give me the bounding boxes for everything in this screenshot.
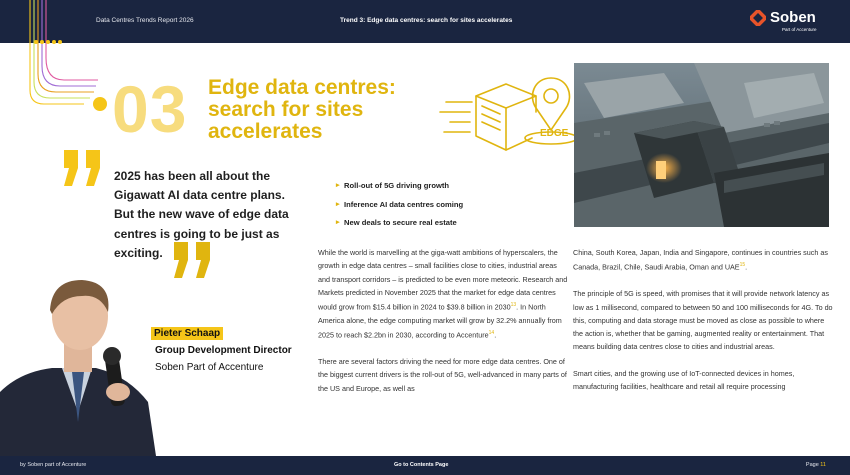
paragraph	[318, 246, 568, 342]
footnote-ref-14[interactable]: 14	[488, 330, 495, 337]
trend-number: 03	[112, 72, 188, 146]
arrow-bullet-icon: ▸	[336, 182, 340, 189]
page-indicator	[806, 462, 826, 468]
footer-credit: by Soben part of Accenture	[20, 462, 87, 468]
footnote-ref-13[interactable]: 13	[510, 302, 517, 309]
header-bar	[0, 0, 850, 43]
page-label: Page	[805, 462, 821, 468]
paragraph: The principle of 5G is speed, with promises that it will provide network latency as low as 1 millisecond, compared to between 50 and 100 milliseconds for 4G. To do this, computing and data storage must be moved as close as possible to where the action is, whether that be gaming, augmented reality or entertainment. That means building data centres close to cities and industrial areas.	[573, 289, 833, 352]
title-line-1: Edge data centres:	[208, 76, 396, 99]
edge-label: EDGE	[540, 128, 569, 139]
paragraph: Smart cities, and the growing use of IoT-connected devices in homes, manufacturing facilities, healthcare and retail all require processing	[573, 369, 795, 392]
text-run: .	[745, 262, 748, 272]
soben-logo[interactable]	[748, 8, 828, 36]
bullet-text: Roll-out of 5G driving growth	[344, 181, 450, 190]
arrow-bullet-icon: ▸	[336, 219, 340, 226]
decorative-lines	[0, 0, 120, 120]
footnote-ref-15[interactable]: 15	[739, 262, 746, 269]
bullet-text: New deals to secure real estate	[344, 218, 457, 227]
page-number: 11	[820, 462, 826, 468]
body-column-1	[318, 246, 568, 408]
contents-link[interactable]: Go to Contents Page	[394, 462, 449, 468]
text-run: While the world is marvelling at the giga-watt ambitions of hyperscalers, the growth in edge data centres – small facilities close to cities, industrial areas and transport corridors – is predicted to be even more meteoric. Research and Markets predicted in November 2025 that the market for edge data centres would grow from $15.4 billion in 2024 to $39.8 billion in 2030	[318, 248, 568, 312]
soben-logo-icon	[750, 10, 766, 26]
arrow-bullet-icon: ▸	[336, 200, 340, 208]
edge-illustration	[436, 66, 586, 166]
report-title: Data Centres Trends Report 2026	[96, 17, 194, 24]
title-line-3: accelerates	[208, 120, 323, 143]
list-item	[336, 199, 463, 218]
speaker-org: Soben Part of Accenture	[155, 362, 264, 373]
paragraph: There are several factors driving the need for more edge data centres. One of the biggest current drivers is the roll-out of 5G, well-advanced in many parts of the US and Europe, as well as	[318, 357, 567, 393]
bullet-text: Inference AI data centres coming	[344, 199, 464, 209]
speaker-role: Group Development Director	[155, 345, 292, 356]
trend-title: Trend 3: Edge data centres: search for sites accelerates	[340, 17, 513, 24]
text-run: .	[494, 330, 497, 340]
body-column-2	[573, 246, 833, 407]
paragraph	[573, 246, 833, 274]
title-line-2: search for sites	[208, 98, 364, 121]
list-item	[336, 180, 463, 199]
speaker-portrait	[0, 272, 160, 456]
pull-quote: 2025 has been all about the Gigawatt AI data centre plans. But the new wave of edge data centres is going to be just as exciting.	[114, 169, 289, 260]
page-title	[208, 77, 428, 143]
footer-bar	[0, 456, 850, 475]
text-run: . In North America alone, the edge computing market will grow by 32.2% annually from 2025 to reach $2.2bn in 2030, according to Accenture	[318, 302, 562, 340]
logo-sub: Part of Accenture	[782, 27, 817, 32]
data-centre-photo	[574, 63, 829, 227]
key-points-list	[336, 180, 463, 236]
text-run: China, South Korea, Japan, India and Singapore, continues in countries such as Canada, Brazil, Chile, Saudi Arabia, Oman and UAE	[573, 248, 828, 272]
speaker-name: Pieter Schaap	[151, 327, 223, 340]
logo-name: Soben	[770, 9, 816, 26]
quote-open-icon	[60, 146, 110, 190]
quote-close-icon	[170, 238, 220, 282]
list-item	[336, 217, 463, 236]
